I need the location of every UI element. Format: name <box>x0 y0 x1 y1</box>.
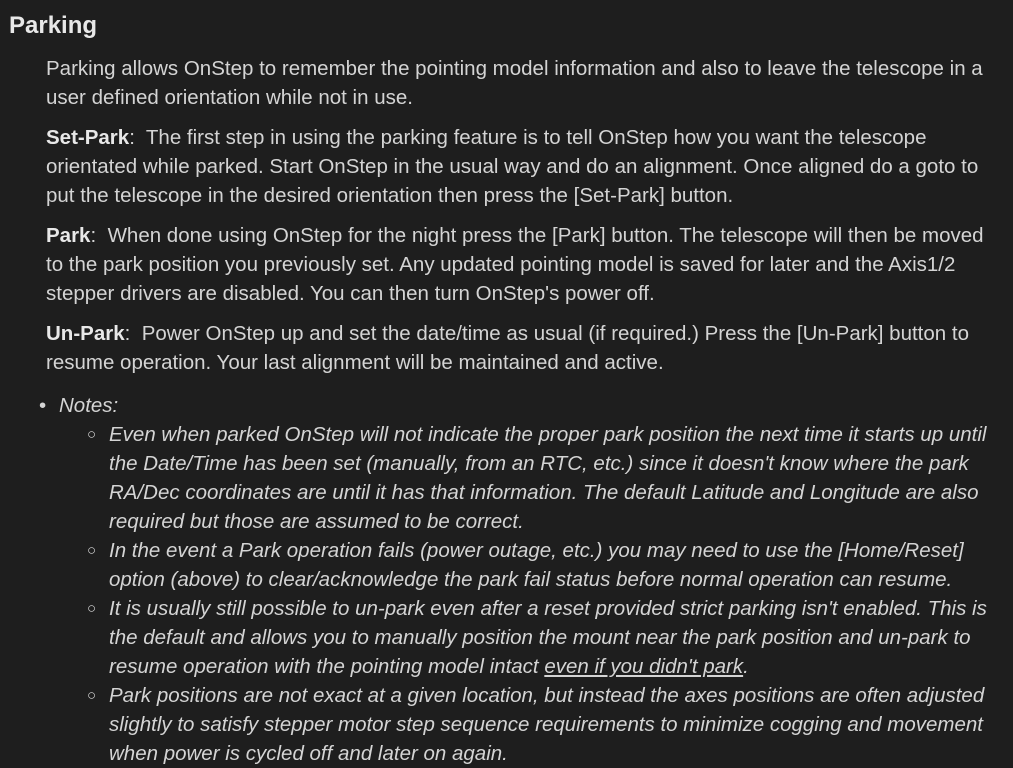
disc-bullet-icon: • <box>39 394 47 417</box>
note-text: Park positions are not exact at a given location, but instead the axes positions are often adjusted slightly to satisfy stepper motor step sequence requirements to minimize cogging and movement when power is cycled off and later on again. <box>109 684 985 765</box>
section-content <box>9 54 1013 377</box>
section-heading: Parking <box>9 12 98 39</box>
park-text: When done using OnStep for the night press the [Park] button. The telescope will then be moved to the park position you previously set. Any updated pointing model is saved for later and the Axis1/2 stepper drivers are disabled. You can then turn OnStep's power off. <box>46 224 984 305</box>
notes-list <box>9 391 1013 768</box>
circle-bullet-icon: ○ <box>87 687 97 704</box>
set-park-term: Set-Park <box>46 126 130 149</box>
notes-item <box>39 391 1013 768</box>
un-park-term: Un-Park <box>46 322 125 345</box>
note-item <box>87 420 1013 536</box>
note-item <box>87 536 1013 594</box>
circle-bullet-icon: ○ <box>87 542 97 559</box>
set-park-text: The first step in using the parking feature is to tell OnStep how you want the telescope orientated while parked. Start OnStep in the usual way and do an alignment. Once aligned do a goto to put the telescope in the desired orientation then press the [Set-Park] button. <box>46 126 979 207</box>
set-park-separator: : <box>129 126 146 149</box>
note-text: Even when parked OnStep will not indicate the proper park position the next time it starts up until the Date/Time has been set (manually, from an RTC, etc.) since it doesn't know where the park RA/Dec coordinates are until it has that information. The default Latitude and Longitude are also required but those are assumed to be correct. <box>109 423 987 533</box>
park-term: Park <box>46 224 91 247</box>
note-text-after-link: . <box>743 655 749 678</box>
note-item <box>87 681 1013 768</box>
un-park-separator: : <box>124 322 142 345</box>
note-text: In the event a Park operation fails (power outage, etc.) you may need to use the [Home/Reset] option (above) to clear/acknowledge the park fail status before normal operation can resume. <box>109 539 964 591</box>
notes-label: Notes: <box>59 394 119 417</box>
park-separator: : <box>90 224 108 247</box>
intro-paragraph: Parking allows OnStep to remember the pointing model information and also to leave the telescope in a user defined orientation while not in use. <box>46 57 983 109</box>
park-paragraph <box>46 221 1005 308</box>
set-park-paragraph <box>46 123 1005 210</box>
notes-sublist <box>59 420 1013 768</box>
circle-bullet-icon: ○ <box>87 426 97 443</box>
note-item <box>87 594 1013 681</box>
note-text-before-link: It is usually still possible to un-park even after a reset provided strict parking isn't enabled. This is the default and allows you to manually position the mount near the park position and un-park to resume operation with the pointing model intact <box>109 597 987 678</box>
circle-bullet-icon: ○ <box>87 600 97 617</box>
un-park-text: Power OnStep up and set the date/time as usual (if required.) Press the [Un-Park] button to resume operation. Your last alignment will be maintained and active. <box>46 322 969 374</box>
didnt-park-link[interactable]: even if you didn't park <box>544 655 744 678</box>
un-park-paragraph <box>46 319 1005 377</box>
